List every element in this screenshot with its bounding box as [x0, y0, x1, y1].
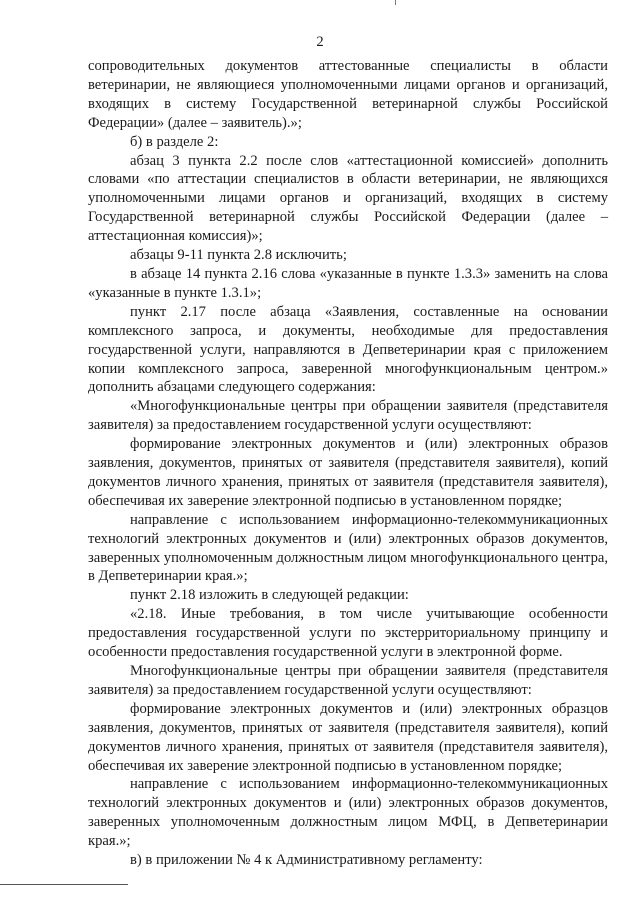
paragraph-mfc-intro-2: Многофункциональные центры при обращении заявителя (представителя заявителя) за предоставлением государственной услуги осуществляют:	[88, 663, 608, 698]
footer-rule	[0, 884, 128, 885]
document-body	[88, 57, 608, 870]
paragraph-item-2-17: пункт 2.17 после абзаца «Заявления, составленные на основании комплексного запроса, и документы, необходимые для предоставления государственной услуги, направляются в Депветеринарии края с приложением копии комплексного запроса, заверенной многофункциональным центром.» дополнить абзацами следующего содержания:	[88, 303, 608, 396]
paragraph-item-2-8: абзацы 9-11 пункта 2.8 исключить;	[130, 247, 347, 264]
page-number: 2	[316, 34, 324, 50]
paragraph-item-2-16: в абзаце 14 пункта 2.16 слова «указанные в пункте 1.3.3» заменить на слова «указанные в пункте 1.3.1»;	[88, 265, 608, 301]
paragraph-mfc-intro: «Многофункциональные центры при обращении заявителя (представителя заявителя) за предоставлением государственной услуги осуществляют:	[88, 398, 608, 434]
paragraph-item-2-2: абзац 3 пункта 2.2 после слов «аттестационной комиссией» дополнить словами «по аттестации специалистов в области ветеринарии, не являющихся уполномоченными лицами органов и организаций, входящих в систему Государственной ветеринарной службы Российской Федерации (далее – аттестационная комиссия)»;	[88, 152, 608, 245]
paragraph-section-b: б) в разделе 2:	[130, 133, 219, 150]
top-edge-mark	[395, 0, 396, 5]
paragraph-mfc-sending-2: направление с использованием информационно-телекоммуникационных технологий электронных документов и (или) электронных образов документов, заверенных уполномоченным должностным лицом МФЦ, в Депветеринарии края.»;	[88, 776, 608, 850]
paragraph-mfc-sending: направление с использованием информационно-телекоммуникационных технологий электронных документов и (или) электронных образов документов, заверенных уполномоченным должностным лицом многофункционального центра, в Депветеринарии края.»;	[88, 511, 608, 585]
paragraph-item-2-18: пункт 2.18 изложить в следующей редакции:	[130, 587, 409, 604]
paragraph-mfc-forming: формирование электронных документов и (или) электронных образов заявления, документов, принятых от заявителя (представителя заявителя), копий документов личного хранения, принятых от заявителя (представителя заявителя), обеспечивая их заверение электронной подписью в установленном порядке;	[88, 436, 608, 509]
paragraph-mfc-forming-2: формирование электронных документов и (или) электронных образцов заявления, документов, принятых от заявителя (представителя заявителя), копий документов личного хранения, принятых от заявителя (представителя заявителя), обеспечивая их заверение электронной подписью в установленном порядке;	[88, 700, 608, 774]
paragraph-item-2-18-text: «2.18. Иные требования, в том числе учитывающие особенности предоставления государственной услуги по экстерриториальному принципу и особенности предоставления государственной услуги в электронной форме.	[88, 606, 608, 661]
paragraph-continuation: сопроводительных документов аттестованные специалисты в области ветеринарии, не являющиеся уполномоченными лицами органов и организаций, входящих в систему Государственной ветеринарной службы Российской Федерации» (далее – заявитель).»;	[88, 58, 608, 131]
paragraph-section-v: в) в приложении № 4 к Административному регламенту:	[130, 852, 483, 869]
